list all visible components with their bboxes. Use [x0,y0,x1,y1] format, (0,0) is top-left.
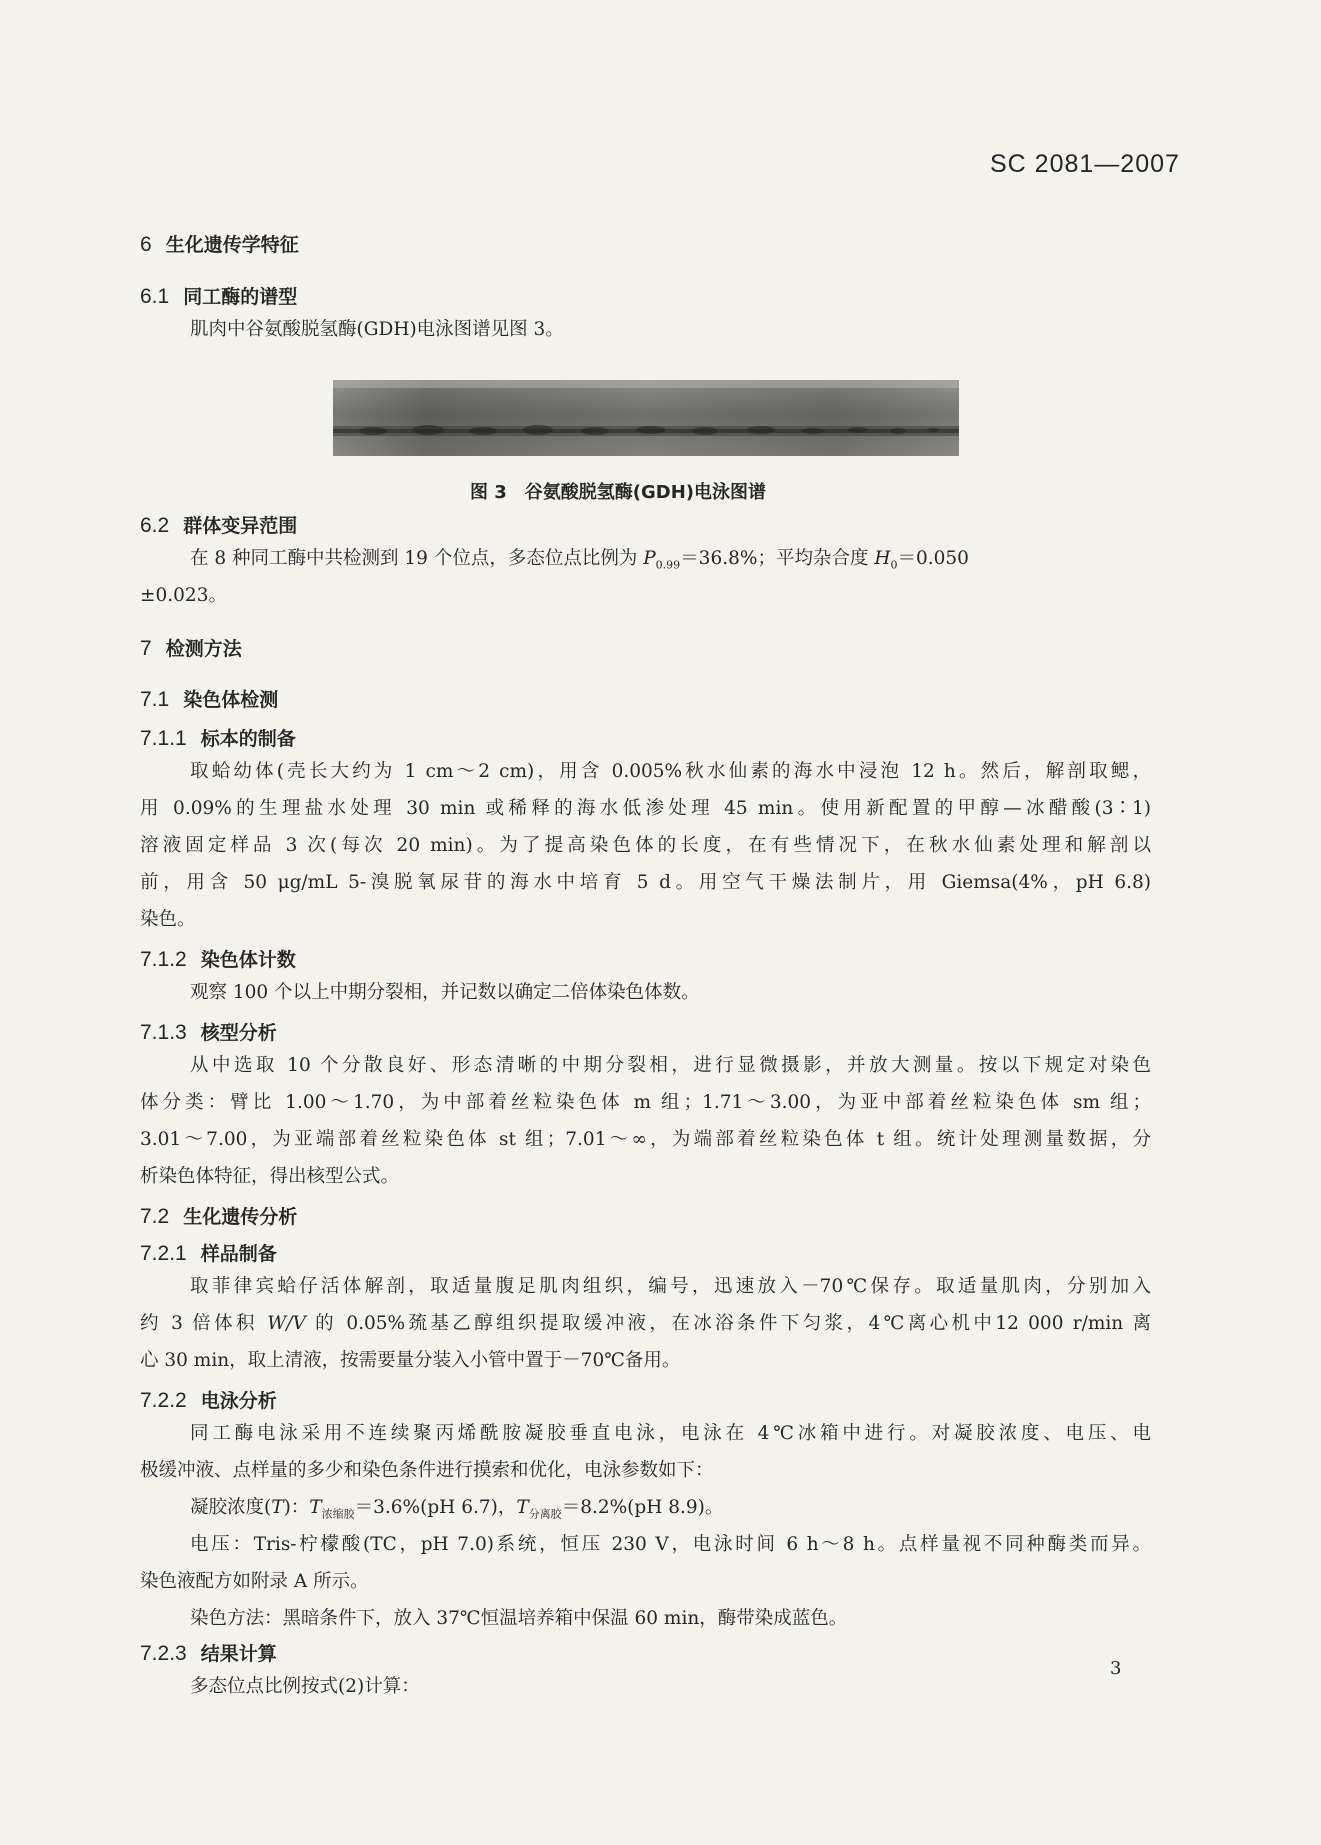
text: ＝0.050 [897,548,969,569]
electrophoresis-gel-image [333,380,959,456]
section-number: 6 [140,233,152,256]
text: )： [283,1497,310,1518]
section-title: 生化遗传学特征 [165,234,299,256]
section-title: 染色体检测 [183,689,279,711]
section-number: 7.1.1 [140,727,187,750]
section-7-1-3-heading [140,1018,277,1045]
section-number: 7.2.1 [140,1242,187,1265]
text: ＝3.6%(pH 6.7)， [354,1497,517,1518]
figure-caption: 图 3 谷氨酸脱氢酶(GDH)电泳图谱 [470,482,767,503]
paragraph-line: 染色。 [140,909,196,930]
paragraph-line: 3.01～7.00，为亚端部着丝粒染色体 st 组；7.01～∞，为端部着丝粒染色体 t 组。统计处理测量数据，分 [140,1129,1151,1150]
subscript: 0 [890,558,898,572]
symbol-t: T [309,1497,322,1518]
section-number: 7.2.3 [140,1642,187,1665]
paragraph: 多态位点比例按式(2)计算： [190,1676,420,1697]
section-title: 样品制备 [200,1243,277,1265]
section-7-1-2-heading [140,945,296,972]
paragraph: 观察 100 个以上中期分裂相，并记数以确定二倍体染色体数。 [190,982,700,1003]
section-number: 6.1 [140,285,170,308]
symbol-t: T [516,1497,529,1518]
subscript: 分离胶 [528,1507,562,1521]
section-number: 6.2 [140,514,170,537]
text: 的 0.05%巯基乙醇组织提取缓冲液，在冰浴条件下匀浆，4℃离心机中12 000 r/min 离 [305,1313,1151,1334]
paragraph-line: 用 0.09%的生理盐水处理 30 min 或稀释的海水低渗处理 45 min。使用新配置的甲醇—冰醋酸(3∶1) [140,798,1151,819]
paragraph-line: 极缓冲液、点样量的多少和染色条件进行摸索和优化，电泳参数如下： [140,1460,714,1481]
subscript: 0.99 [655,558,681,572]
section-number: 7.1.2 [140,948,187,971]
symbol-h: H [874,548,891,569]
page-number: 3 [1110,1658,1122,1679]
paragraph-line: 同工酶电泳采用不连续聚丙烯酰胺凝胶垂直电泳，电泳在 4℃冰箱中进行。对凝胶浓度、电压、电 [190,1423,1151,1444]
section-title: 核型分析 [200,1022,277,1044]
section-7-1-heading [140,685,278,712]
section-7-2-heading [140,1202,297,1229]
section-7-2-3-heading [140,1639,277,1666]
text: 凝胶浓度( [190,1497,272,1518]
paragraph-line [140,1305,1151,1342]
text: ＝8.2%(pH 8.9)。 [561,1497,724,1518]
paragraph-line: 体分类：臂比 1.00～1.70，为中部着丝粒染色体 m 组；1.71～3.00，为亚中部着丝粒染色体 sm 组； [140,1092,1151,1113]
subscript: 浓缩胶 [321,1507,355,1521]
section-title: 结果计算 [200,1643,277,1665]
paragraph: 肌肉中谷氨酸脱氢酶(GDH)电泳图谱见图 3。 [190,319,564,340]
section-7-1-1-heading [140,724,296,751]
section-7-heading [140,634,242,661]
section-title: 同工酶的谱型 [183,286,298,308]
section-title: 电泳分析 [200,1390,277,1412]
section-number: 7.2 [140,1205,170,1228]
paragraph-line: 取菲律宾蛤仔活体解剖，取适量腹足肌肉组织，编号，迅速放入－70℃保存。取适量肌肉，分别加入 [190,1276,1151,1297]
section-title: 生化遗传分析 [183,1206,298,1228]
paragraph-line: 心 30 min，取上清液，按需要量分装入小管中置于－70℃备用。 [140,1350,681,1371]
section-title: 染色体计数 [200,949,296,971]
paragraph-line: 溶液固定样品 3 次(每次 20 min)。为了提高染色体的长度，在有些情况下，在秋水仙素处理和解剖以 [140,835,1151,856]
paragraph-line [190,540,969,584]
text: 约 3 倍体积 [140,1313,268,1334]
symbol-wv: W/V [267,1313,306,1334]
paragraph-line: 析染色体特征，得出核型公式。 [140,1166,400,1187]
section-number: 7 [140,637,152,660]
section-6-1-heading [140,282,297,309]
paragraph-line: 取蛤幼体(壳长大约为 1 cm～2 cm)，用含 0.005%秋水仙素的海水中浸泡 12 h。然后，解剖取鳃， [190,761,1151,782]
section-title: 标本的制备 [200,728,296,750]
paragraph-line: ±0.023。 [140,585,227,606]
section-title: 检测方法 [165,638,242,660]
section-6-2-heading [140,511,297,538]
section-number: 7.1.3 [140,1021,187,1044]
section-number: 7.1 [140,688,170,711]
paragraph-line: 从中选取 10 个分散良好、形态清晰的中期分裂相，进行显微摄影，并放大测量。按以下规定对染色 [190,1055,1151,1076]
section-7-2-1-heading [140,1239,277,1266]
section-title: 群体变异范围 [183,515,298,537]
symbol-t: T [271,1497,284,1518]
voltage-line: 电压：Tris-柠檬酸(TC，pH 7.0)系统，恒压 230 V，电泳时间 6 h～8 h。点样量视不同种酶类而异。 [190,1534,1151,1555]
staining-method-line: 染色方法：黑暗条件下，放入 37℃恒温培养箱中保温 60 min，酶带染成蓝色。 [190,1608,848,1629]
standard-code: SC 2081—2007 [990,150,1180,178]
section-number: 7.2.2 [140,1389,187,1412]
text: ＝36.8%；平均杂合度 [680,548,875,569]
section-6-heading [140,230,299,257]
paragraph-line: 前，用含 50 μg/mL 5-溴脱氧尿苷的海水中培育 5 d。用空气干燥法制片，用 Giemsa(4%，pH 6.8) [140,872,1151,893]
text: 在 8 种同工酶中共检测到 19 个位点，多态位点比例为 [190,548,644,569]
symbol-p: P [643,548,656,569]
section-7-2-2-heading [140,1386,277,1413]
paragraph-line: 染色液配方如附录 A 所示。 [140,1571,369,1592]
